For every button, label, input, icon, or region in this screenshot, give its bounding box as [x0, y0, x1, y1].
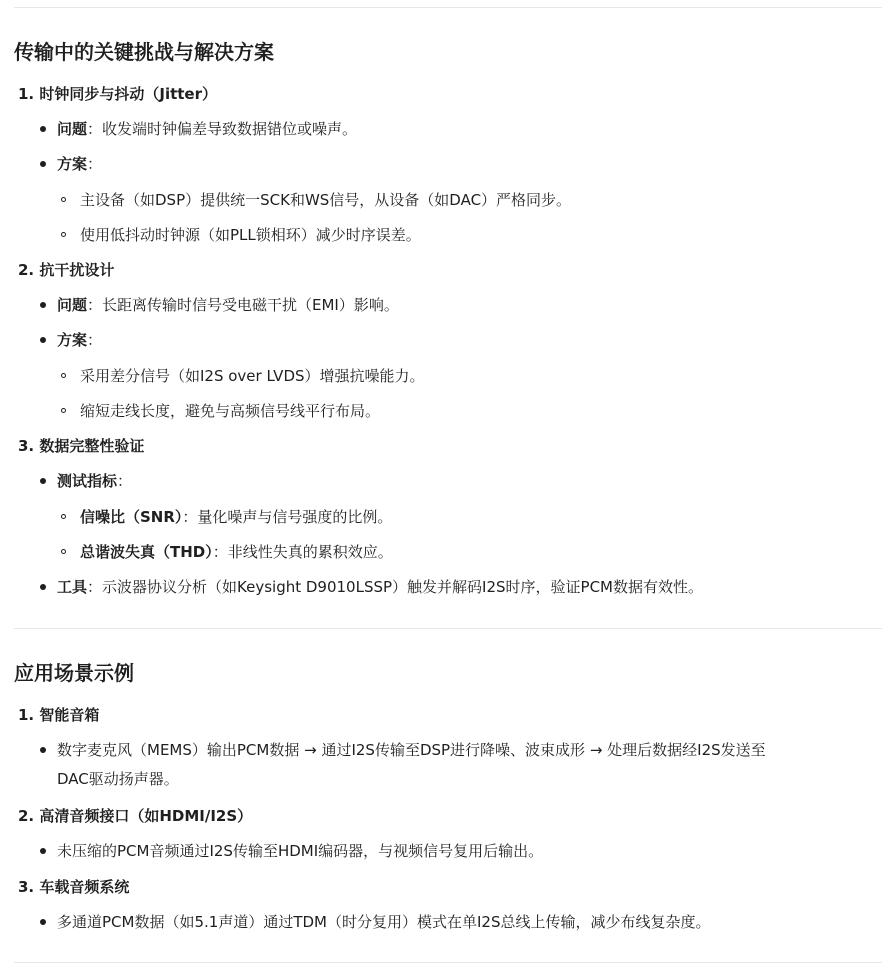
bullet-circle: [61, 197, 66, 202]
top-divider: [14, 7, 882, 8]
list-item-problem: 问题：收发端时钟偏差导致数据错位或噪声。: [57, 120, 358, 138]
section-title-challenges: 传输中的关键挑战与解决方案: [14, 40, 274, 64]
subheading-car-audio: 3. 车载音频系统: [18, 878, 130, 896]
list-item-metrics: 测试指标：: [57, 472, 133, 490]
bullet-dot: [40, 478, 46, 484]
bullet-circle: [61, 232, 66, 237]
bullet-circle: [61, 549, 66, 554]
list-subitem: 采用差分信号（如I2S over LVDS）增强抗噪能力。: [80, 367, 425, 385]
bullet-circle: [61, 373, 66, 378]
bullet-circle: [61, 514, 66, 519]
subheading-anti-interference: 2. 抗干扰设计: [18, 261, 115, 279]
list-item: 数字麦克风（MEMS）输出PCM数据 → 通过I2S传输至DSP进行降噪、波束成形 → 处理后数据经I2S发送至: [57, 741, 766, 759]
subheading-clock-sync: 1. 时钟同步与抖动（Jitter）: [18, 85, 217, 103]
list-item-solution: 方案：: [57, 331, 103, 349]
list-subitem: 主设备（如DSP）提供统一SCK和WS信号，从设备（如DAC）严格同步。: [80, 191, 572, 209]
list-item-continuation: DAC驱动扬声器。: [57, 770, 179, 788]
subheading-data-integrity: 3. 数据完整性验证: [18, 437, 145, 455]
bullet-dot: [40, 126, 46, 132]
bottom-divider: [14, 962, 882, 963]
list-item-problem: 问题：长距离传输时信号受电磁干扰（EMI）影响。: [57, 296, 399, 314]
bullet-dot: [40, 584, 46, 590]
section-divider: [14, 628, 882, 629]
list-subitem: 使用低抖动时钟源（如PLL锁相环）减少时序误差。: [80, 226, 421, 244]
bullet-dot: [40, 848, 46, 854]
bullet-dot: [40, 337, 46, 343]
list-subitem: 缩短走线长度，避免与高频信号线平行布局。: [80, 402, 381, 420]
bullet-dot: [40, 161, 46, 167]
bullet-dot: [40, 747, 46, 753]
list-item-solution: 方案：: [57, 155, 103, 173]
list-item: 未压缩的PCM音频通过I2S传输至HDMI编码器，与视频信号复用后输出。: [57, 842, 544, 860]
section-title-applications: 应用场景示例: [14, 661, 134, 685]
list-subitem-snr: 信噪比（SNR）：量化噪声与信号强度的比例。: [80, 508, 393, 526]
list-item: 多通道PCM数据（如5.1声道）通过TDM（时分复用）模式在单I2S总线上传输，减少布线复杂度。: [57, 913, 711, 931]
list-item-tool: 工具：示波器协议分析（如Keysight D9010LSSP）触发并解码I2S时序，验证PCM数据有效性。: [57, 578, 703, 596]
bullet-circle: [61, 408, 66, 413]
bullet-dot: [40, 919, 46, 925]
list-subitem-thd: 总谐波失真（THD）：非线性失真的累积效应。: [80, 543, 393, 561]
bullet-dot: [40, 302, 46, 308]
subheading-hdmi: 2. 高清音频接口（如HDMI/I2S）: [18, 807, 253, 825]
subheading-smart-speaker: 1. 智能音箱: [18, 706, 100, 724]
